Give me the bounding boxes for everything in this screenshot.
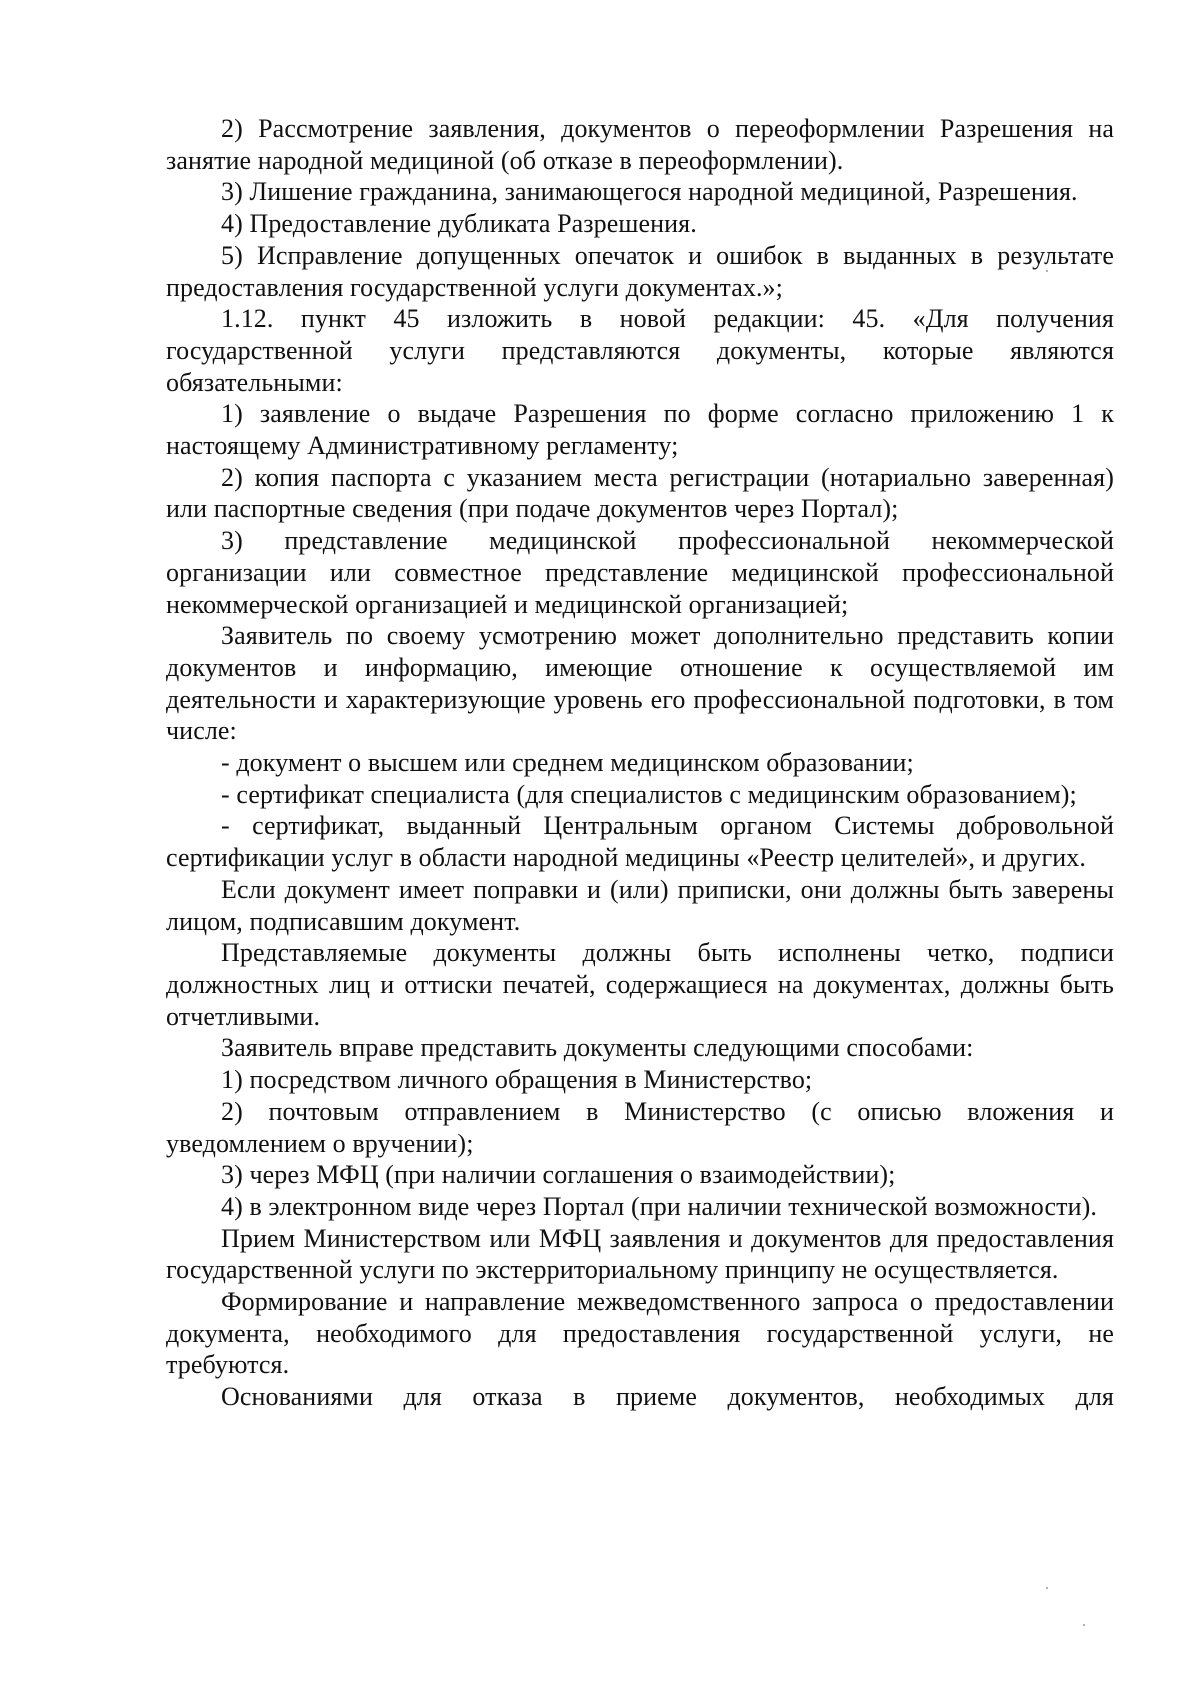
paragraph-item-3-revocation: 3) Лишение гражданина, занимающегося народной медициной, Разрешения.: [221, 177, 1078, 207]
paragraph-submission-method-3: 3) через МФЦ (при наличии соглашения о взаимодействии);: [221, 1160, 896, 1190]
paragraph-interagency-request: Формирование и направление межведомственного запроса о предоставлении документа, необходимого для предоставления государственной услуги, не требуются.: [166, 1287, 1114, 1380]
paragraph-item-5-corrections: 5) Исправление допущенных опечаток и ошибок в выданных в результате предоставления государственной услуги документах.»;: [166, 240, 1114, 302]
paragraph-optional-docs-intro: Заявитель по своему усмотрению может дополнительно представить копии документов и информацию, имеющие отношение к осуществляемой им деятельности и характеризующие уровень его профессиональной подготовки, в том числе:: [166, 621, 1114, 746]
paragraph-required-doc-3: 3) представление медицинской профессиональной некоммерческой организации или совместное представление медицинской профессиональной некоммерческой организацией и медицинской организацией;: [166, 526, 1114, 619]
paragraph-optional-doc-healer-cert: - сертификат, выданный Центральным органом Системы добровольной сертификации услуг в области народной медицины «Реестр целителей», и других.: [166, 811, 1114, 873]
paragraph-submission-methods-intro: Заявитель вправе представить документы следующими способами:: [221, 1033, 974, 1063]
document-body: [166, 113, 1114, 1413]
scan-speck: [1046, 1587, 1048, 1589]
paragraph-extraterritorial: Прием Министерством или МФЦ заявления и документов для предоставления государственной услуги по экстерриториальному принципу не осуществляется.: [166, 1223, 1114, 1285]
paragraph-legibility: Представляемые документы должны быть исполнены четко, подписи должностных лиц и оттиски печатей, содержащиеся на документах, должны быть отчетливыми.: [166, 938, 1114, 1031]
paragraph-submission-method-4: 4) в электронном виде через Портал (при наличии технической возможности).: [221, 1191, 1097, 1221]
paragraph-item-4-duplicate: 4) Предоставление дубликата Разрешения.: [221, 209, 697, 239]
paragraph-corrections-certified: Если документ имеет поправки и (или) приписки, они должны быть заверены лицом, подписавшим документ.: [166, 874, 1114, 936]
paragraph-clause-1-12: 1.12. пункт 45 изложить в новой редакции: 45. «Для получения государственной услуги представляются документы, которые являются обязательными:: [166, 304, 1114, 397]
scan-speck: [1046, 270, 1048, 272]
scan-speck: [1083, 1624, 1085, 1626]
paragraph-required-doc-2: 2) копия паспорта с указанием места регистрации (нотариально заверенная) или паспортные сведения (при подаче документов через Портал);: [166, 462, 1114, 524]
paragraph-optional-doc-specialist-cert: - сертификат специалиста (для специалистов с медицинским образованием);: [221, 779, 1077, 809]
paragraph-submission-method-2: 2) почтовым отправлением в Министерство (с описью вложения и уведомлением о вручении);: [166, 1096, 1114, 1158]
paragraph-submission-method-1: 1) посредством личного обращения в Министерство;: [221, 1065, 813, 1095]
paragraph-optional-doc-education: - документ о высшем или среднем медицинском образовании;: [221, 748, 914, 778]
paragraph-item-2-reconsideration: 2) Рассмотрение заявления, документов о переоформлении Разрешения на занятие народной медициной (об отказе в переоформлении).: [166, 114, 1114, 175]
paragraph-refusal-grounds: Основаниями для отказа в приеме документов, необходимых для: [221, 1382, 1114, 1412]
paragraph-required-doc-1: 1) заявление о выдаче Разрешения по форме согласно приложению 1 к настоящему Административному регламенту;: [166, 399, 1114, 461]
